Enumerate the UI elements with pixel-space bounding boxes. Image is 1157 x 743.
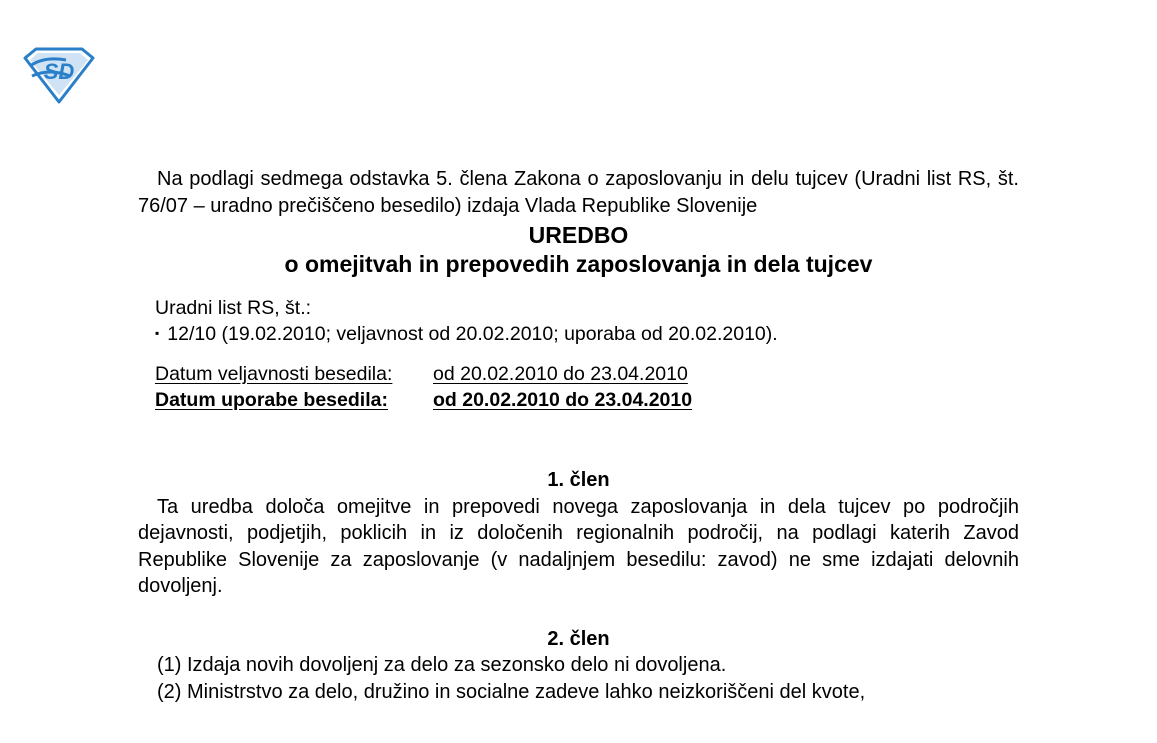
validity-value: od 20.02.2010 do 23.04.2010 (433, 363, 688, 385)
gazette-label: Uradni list RS, št.: (155, 297, 312, 319)
bullet-icon: ▪ (155, 326, 160, 340)
article-1-title: 1. člen (547, 469, 610, 491)
logo (22, 46, 96, 104)
article-2-title: 2. člen (547, 627, 610, 650)
preamble: Na podlagi sedmega odstavka 5. člena Zakona o zaposlovanju in delu tujcev (Uradni list RS, št. 76/07 – uradno prečiščeno besedilo) izdaja Vlada Republike Slovenije (138, 168, 1019, 217)
logo-text: SD (43, 59, 75, 84)
document-subtitle: o omejitvah in prepovedih zaposlovanja in dela tujcev (284, 251, 873, 277)
usage-value: od 20.02.2010 do 23.04.2010 (433, 389, 693, 411)
gazette-entry-row (155, 321, 1019, 349)
validity-label: Datum veljavnosti besedila: (155, 363, 393, 385)
usage-label: Datum uporabe besedila: (155, 389, 388, 411)
article-2-paragraph-2: (2) Ministrstvo za delo, družino in socialne zadeve lahko neizkoriščeni del kvote, (157, 680, 866, 703)
article-2-paragraph-1: (1) Izdaja novih dovoljenj za delo za sezonsko delo ni dovoljena. (157, 654, 727, 676)
document-title: UREDBO (528, 222, 629, 248)
validity-row (155, 361, 1019, 387)
article-1-paragraph: Ta uredba določa omejitve in prepovedi novega zaposlovanja in dela tujcev po področjih dejavnosti, podjetjih, poklicih in iz določenih regionalnih področij, na podlagi katerih Zavod Republike Slovenije za zaposlovanje (v nadaljnjem besedilu: zavod) ne sme izdajati delovnih dovoljenj. (138, 495, 1019, 597)
document-body (138, 166, 1019, 705)
usage-row (155, 387, 1019, 413)
sd-logo-icon (22, 46, 96, 104)
date-block (155, 361, 1019, 413)
gazette-info (155, 295, 1019, 349)
gazette-entry: 12/10 (19.02.2010; veljavnost od 20.02.2010; uporaba od 20.02.2010). (167, 323, 778, 345)
